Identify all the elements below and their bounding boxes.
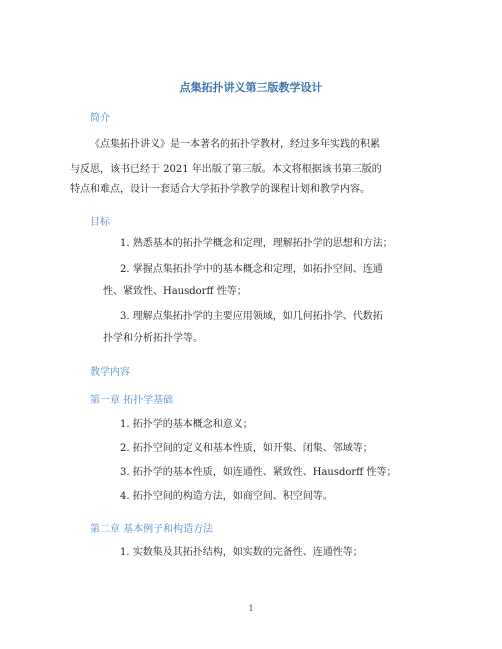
goal-line-4: 3. 理解点集拓扑学的主要应用领域，如几何拓扑学、代数拓 <box>120 311 383 322</box>
goals-heading: 目标 <box>90 217 110 228</box>
goal-line-2: 2. 掌握点集拓扑学中的基本概念和定理，如拓扑空间、连通 <box>120 264 383 275</box>
document-title: 点集拓扑讲义第三版教学设计 <box>179 81 323 94</box>
chapter-2-heading: 第二章 基本例子和构造方法 <box>90 524 214 535</box>
goal-line-5: 扑学和分析拓扑学等。 <box>103 333 203 344</box>
goal-line-1: 1. 熟悉基本的拓扑学概念和定理，理解拓扑学的思想和方法； <box>120 238 393 249</box>
intro-heading: 简介 <box>90 113 110 124</box>
chapter-1-item-2: 2. 拓扑空间的定义和基本性质，如开集、闭集、邻域等； <box>120 443 373 454</box>
intro-line-3: 特点和难点，设计一套适合大学拓扑学教学的课程计划和教学内容。 <box>70 184 370 195</box>
content-heading: 教学内容 <box>90 367 130 378</box>
page-number: 1 <box>248 604 254 613</box>
goal-line-3: 性、紧致性、Hausdorff 性等； <box>103 286 247 297</box>
chapter-1-item-4: 4. 拓扑空间的构造方法，如商空间、积空间等。 <box>120 491 333 502</box>
chapter-1-item-3: 3. 拓扑学的基本性质，如连通性、紧致性、Hausdorff 性等； <box>120 467 397 478</box>
chapter-1-item-1: 1. 拓扑学的基本概念和意义； <box>120 419 253 430</box>
chapter-2-item-1: 1. 实数集及其拓扑结构，如实数的完备性、连通性等； <box>120 547 363 558</box>
intro-line-2: 与反思，该书已经于 2021 年出版了第三版。本文将根据该书第三版的 <box>70 164 382 175</box>
chapter-1-heading: 第一章 拓扑学基础 <box>90 395 174 406</box>
intro-line-1: 《点集拓扑讲义》是一本著名的拓扑学教材，经过多年实践的积累 <box>90 139 380 150</box>
